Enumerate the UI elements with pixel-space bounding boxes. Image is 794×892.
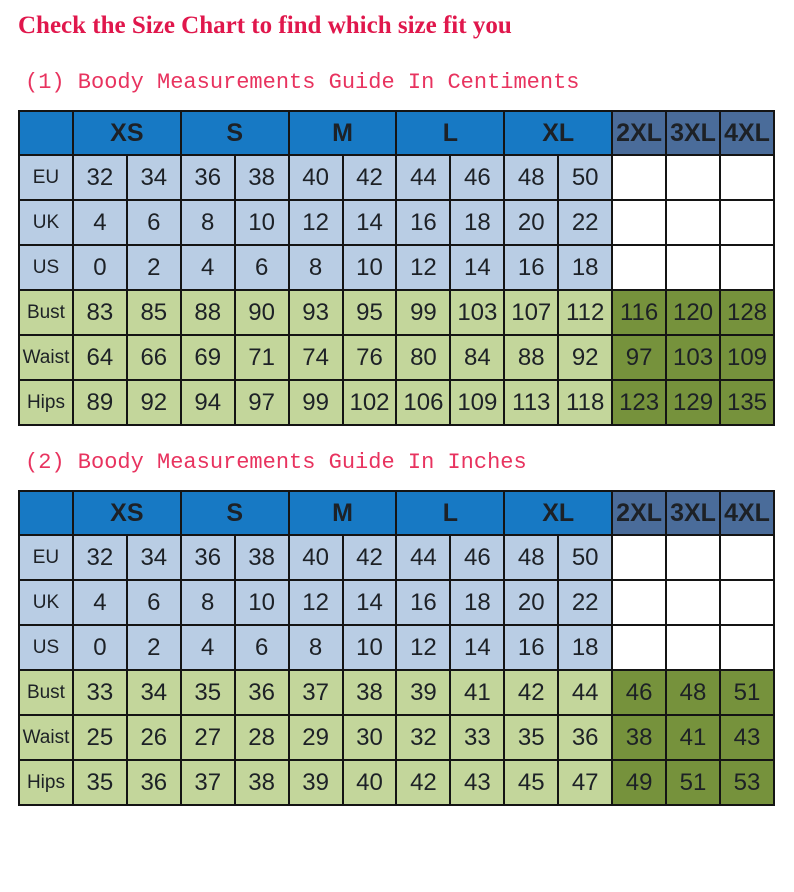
header-size-xs: XS — [73, 111, 181, 155]
size-cell-ext — [612, 245, 666, 290]
row-label: US — [19, 245, 73, 290]
size-cell: 38 — [343, 670, 397, 715]
row-label: Hips — [19, 380, 73, 425]
row-label: EU — [19, 155, 73, 200]
size-cell: 92 — [558, 335, 612, 380]
size-cell: 8 — [289, 625, 343, 670]
size-cell: 2 — [127, 245, 181, 290]
header-size-4xl: 4XL — [720, 491, 774, 535]
size-cell: 6 — [127, 580, 181, 625]
table-row-hips — [19, 760, 774, 805]
size-cell: 76 — [343, 335, 397, 380]
size-cell: 42 — [343, 535, 397, 580]
size-cell: 20 — [504, 200, 558, 245]
size-cell: 4 — [181, 245, 235, 290]
size-cell: 16 — [504, 245, 558, 290]
size-cell: 99 — [396, 290, 450, 335]
size-cell: 80 — [396, 335, 450, 380]
size-cell: 102 — [343, 380, 397, 425]
header-size-3xl: 3XL — [666, 491, 720, 535]
size-cell-ext: 51 — [720, 670, 774, 715]
header-size-xl: XL — [504, 111, 612, 155]
size-cell: 6 — [127, 200, 181, 245]
size-cell: 34 — [127, 670, 181, 715]
size-cell: 34 — [127, 155, 181, 200]
size-cell-ext: 123 — [612, 380, 666, 425]
header-size-s: S — [181, 111, 289, 155]
header-size-l: L — [396, 491, 504, 535]
header-size-m: M — [289, 491, 397, 535]
size-cell-ext: 103 — [666, 335, 720, 380]
size-cell-ext — [666, 245, 720, 290]
size-cell: 35 — [73, 760, 127, 805]
size-cell: 45 — [504, 760, 558, 805]
size-cell: 32 — [73, 535, 127, 580]
row-label: Waist — [19, 715, 73, 760]
size-cell-ext: 43 — [720, 715, 774, 760]
size-cell: 14 — [450, 625, 504, 670]
size-cell: 85 — [127, 290, 181, 335]
header-size-xl: XL — [504, 491, 612, 535]
size-cell-ext — [612, 535, 666, 580]
row-label: Bust — [19, 290, 73, 335]
size-cell-ext — [720, 200, 774, 245]
size-cell: 32 — [396, 715, 450, 760]
size-cell: 95 — [343, 290, 397, 335]
size-cell: 10 — [235, 580, 289, 625]
size-cell: 36 — [181, 535, 235, 580]
size-cell: 14 — [343, 200, 397, 245]
size-cell-ext: 38 — [612, 715, 666, 760]
size-cell: 88 — [504, 335, 558, 380]
size-cell: 44 — [396, 155, 450, 200]
size-cell-ext — [612, 580, 666, 625]
size-cell: 109 — [450, 380, 504, 425]
size-cell-ext: 53 — [720, 760, 774, 805]
size-cell: 4 — [181, 625, 235, 670]
size-table-inches — [18, 490, 775, 806]
row-label: UK — [19, 580, 73, 625]
header-size-3xl: 3XL — [666, 111, 720, 155]
header-size-l: L — [396, 111, 504, 155]
size-cell-ext — [720, 580, 774, 625]
row-label: US — [19, 625, 73, 670]
size-cell: 40 — [289, 535, 343, 580]
size-cell: 6 — [235, 245, 289, 290]
size-cell-ext: 129 — [666, 380, 720, 425]
size-cell: 12 — [396, 245, 450, 290]
size-cell: 46 — [450, 535, 504, 580]
size-cell: 42 — [343, 155, 397, 200]
header-size-xs: XS — [73, 491, 181, 535]
size-cell: 18 — [558, 625, 612, 670]
size-cell: 38 — [235, 155, 289, 200]
size-cell: 40 — [289, 155, 343, 200]
header-corner-cell — [19, 111, 73, 155]
size-cell: 16 — [504, 625, 558, 670]
size-cell: 36 — [558, 715, 612, 760]
size-cell: 64 — [73, 335, 127, 380]
table-row-waist — [19, 335, 774, 380]
row-label: Hips — [19, 760, 73, 805]
size-cell-ext — [666, 580, 720, 625]
size-cell-ext — [666, 200, 720, 245]
size-cell: 29 — [289, 715, 343, 760]
size-cell: 83 — [73, 290, 127, 335]
table-row-waist — [19, 715, 774, 760]
size-cell: 8 — [181, 200, 235, 245]
table-row-eu — [19, 535, 774, 580]
size-cell: 30 — [343, 715, 397, 760]
size-cell-ext: 46 — [612, 670, 666, 715]
size-cell: 42 — [504, 670, 558, 715]
table-row-us — [19, 625, 774, 670]
size-cell: 84 — [450, 335, 504, 380]
size-cell-ext: 128 — [720, 290, 774, 335]
size-cell: 36 — [127, 760, 181, 805]
size-cell-ext — [720, 245, 774, 290]
size-cell: 6 — [235, 625, 289, 670]
size-cell-ext — [720, 155, 774, 200]
size-cell: 22 — [558, 200, 612, 245]
table-row-bust — [19, 290, 774, 335]
size-cell: 66 — [127, 335, 181, 380]
size-cell: 33 — [73, 670, 127, 715]
size-cell: 107 — [504, 290, 558, 335]
size-cell: 39 — [289, 760, 343, 805]
size-cell-ext: 120 — [666, 290, 720, 335]
size-cell: 33 — [450, 715, 504, 760]
size-cell-ext: 97 — [612, 335, 666, 380]
size-cell: 14 — [343, 580, 397, 625]
table-row-bust — [19, 670, 774, 715]
size-cell: 10 — [235, 200, 289, 245]
size-cell: 97 — [235, 380, 289, 425]
size-cell: 18 — [450, 580, 504, 625]
size-cell: 10 — [343, 245, 397, 290]
size-cell-ext — [612, 200, 666, 245]
header-size-2xl: 2XL — [612, 111, 666, 155]
row-label: EU — [19, 535, 73, 580]
size-cell: 50 — [558, 155, 612, 200]
size-cell: 44 — [396, 535, 450, 580]
size-cell-ext — [612, 155, 666, 200]
size-cell: 16 — [396, 580, 450, 625]
table-row-eu — [19, 155, 774, 200]
size-cell: 10 — [343, 625, 397, 670]
size-cell: 38 — [235, 760, 289, 805]
size-cell: 4 — [73, 580, 127, 625]
size-cell: 37 — [181, 760, 235, 805]
size-cell: 48 — [504, 535, 558, 580]
row-label: Bust — [19, 670, 73, 715]
table-row-us — [19, 245, 774, 290]
size-cell: 47 — [558, 760, 612, 805]
size-cell: 106 — [396, 380, 450, 425]
size-cell: 92 — [127, 380, 181, 425]
size-cell: 0 — [73, 245, 127, 290]
size-cell-ext — [666, 625, 720, 670]
size-cell: 4 — [73, 200, 127, 245]
size-cell: 93 — [289, 290, 343, 335]
size-chart-image — [0, 12, 794, 892]
size-cell-ext: 116 — [612, 290, 666, 335]
size-cell: 36 — [235, 670, 289, 715]
size-cell: 89 — [73, 380, 127, 425]
table-caption-inches: (2) Boody Measurements Guide In Inches — [25, 450, 527, 475]
size-cell: 18 — [558, 245, 612, 290]
size-cell: 2 — [127, 625, 181, 670]
size-cell: 38 — [235, 535, 289, 580]
size-cell: 8 — [289, 245, 343, 290]
size-cell: 43 — [450, 760, 504, 805]
size-cell: 99 — [289, 380, 343, 425]
size-cell: 90 — [235, 290, 289, 335]
size-cell: 118 — [558, 380, 612, 425]
size-cell: 35 — [504, 715, 558, 760]
size-cell: 12 — [289, 200, 343, 245]
page-title: Check the Size Chart to find which size fit you — [18, 12, 512, 39]
size-cell: 25 — [73, 715, 127, 760]
size-cell: 34 — [127, 535, 181, 580]
size-cell: 44 — [558, 670, 612, 715]
size-cell: 74 — [289, 335, 343, 380]
size-cell-ext: 51 — [666, 760, 720, 805]
size-cell: 22 — [558, 580, 612, 625]
size-cell: 16 — [396, 200, 450, 245]
size-cell: 41 — [450, 670, 504, 715]
size-cell: 36 — [181, 155, 235, 200]
size-cell: 0 — [73, 625, 127, 670]
size-cell: 113 — [504, 380, 558, 425]
table-row-hips — [19, 380, 774, 425]
header-corner-cell — [19, 491, 73, 535]
size-cell: 26 — [127, 715, 181, 760]
header-size-s: S — [181, 491, 289, 535]
size-cell: 12 — [396, 625, 450, 670]
size-cell: 103 — [450, 290, 504, 335]
size-cell: 20 — [504, 580, 558, 625]
size-cell: 39 — [396, 670, 450, 715]
header-size-2xl: 2XL — [612, 491, 666, 535]
size-cell-ext: 109 — [720, 335, 774, 380]
size-cell-ext — [612, 625, 666, 670]
size-cell-ext — [666, 535, 720, 580]
size-cell: 32 — [73, 155, 127, 200]
header-size-m: M — [289, 111, 397, 155]
size-cell-ext: 49 — [612, 760, 666, 805]
size-cell: 112 — [558, 290, 612, 335]
size-cell: 46 — [450, 155, 504, 200]
size-cell: 48 — [504, 155, 558, 200]
size-cell: 94 — [181, 380, 235, 425]
header-size-4xl: 4XL — [720, 111, 774, 155]
row-label: Waist — [19, 335, 73, 380]
size-cell: 27 — [181, 715, 235, 760]
size-cell: 35 — [181, 670, 235, 715]
size-cell: 14 — [450, 245, 504, 290]
row-label: UK — [19, 200, 73, 245]
size-cell: 69 — [181, 335, 235, 380]
table-row-uk — [19, 580, 774, 625]
size-cell: 28 — [235, 715, 289, 760]
size-table-centimeters — [18, 110, 775, 426]
table-row-uk — [19, 200, 774, 245]
size-cell-ext: 41 — [666, 715, 720, 760]
size-cell: 50 — [558, 535, 612, 580]
size-cell-ext — [666, 155, 720, 200]
size-cell: 71 — [235, 335, 289, 380]
size-cell-ext — [720, 535, 774, 580]
size-cell: 12 — [289, 580, 343, 625]
size-cell-ext: 48 — [666, 670, 720, 715]
size-cell: 18 — [450, 200, 504, 245]
table-caption-centimeters: (1) Boody Measurements Guide In Centiments — [25, 70, 580, 95]
size-cell: 42 — [396, 760, 450, 805]
size-cell: 37 — [289, 670, 343, 715]
size-cell: 88 — [181, 290, 235, 335]
size-cell-ext: 135 — [720, 380, 774, 425]
size-cell: 8 — [181, 580, 235, 625]
size-cell-ext — [720, 625, 774, 670]
size-cell: 40 — [343, 760, 397, 805]
